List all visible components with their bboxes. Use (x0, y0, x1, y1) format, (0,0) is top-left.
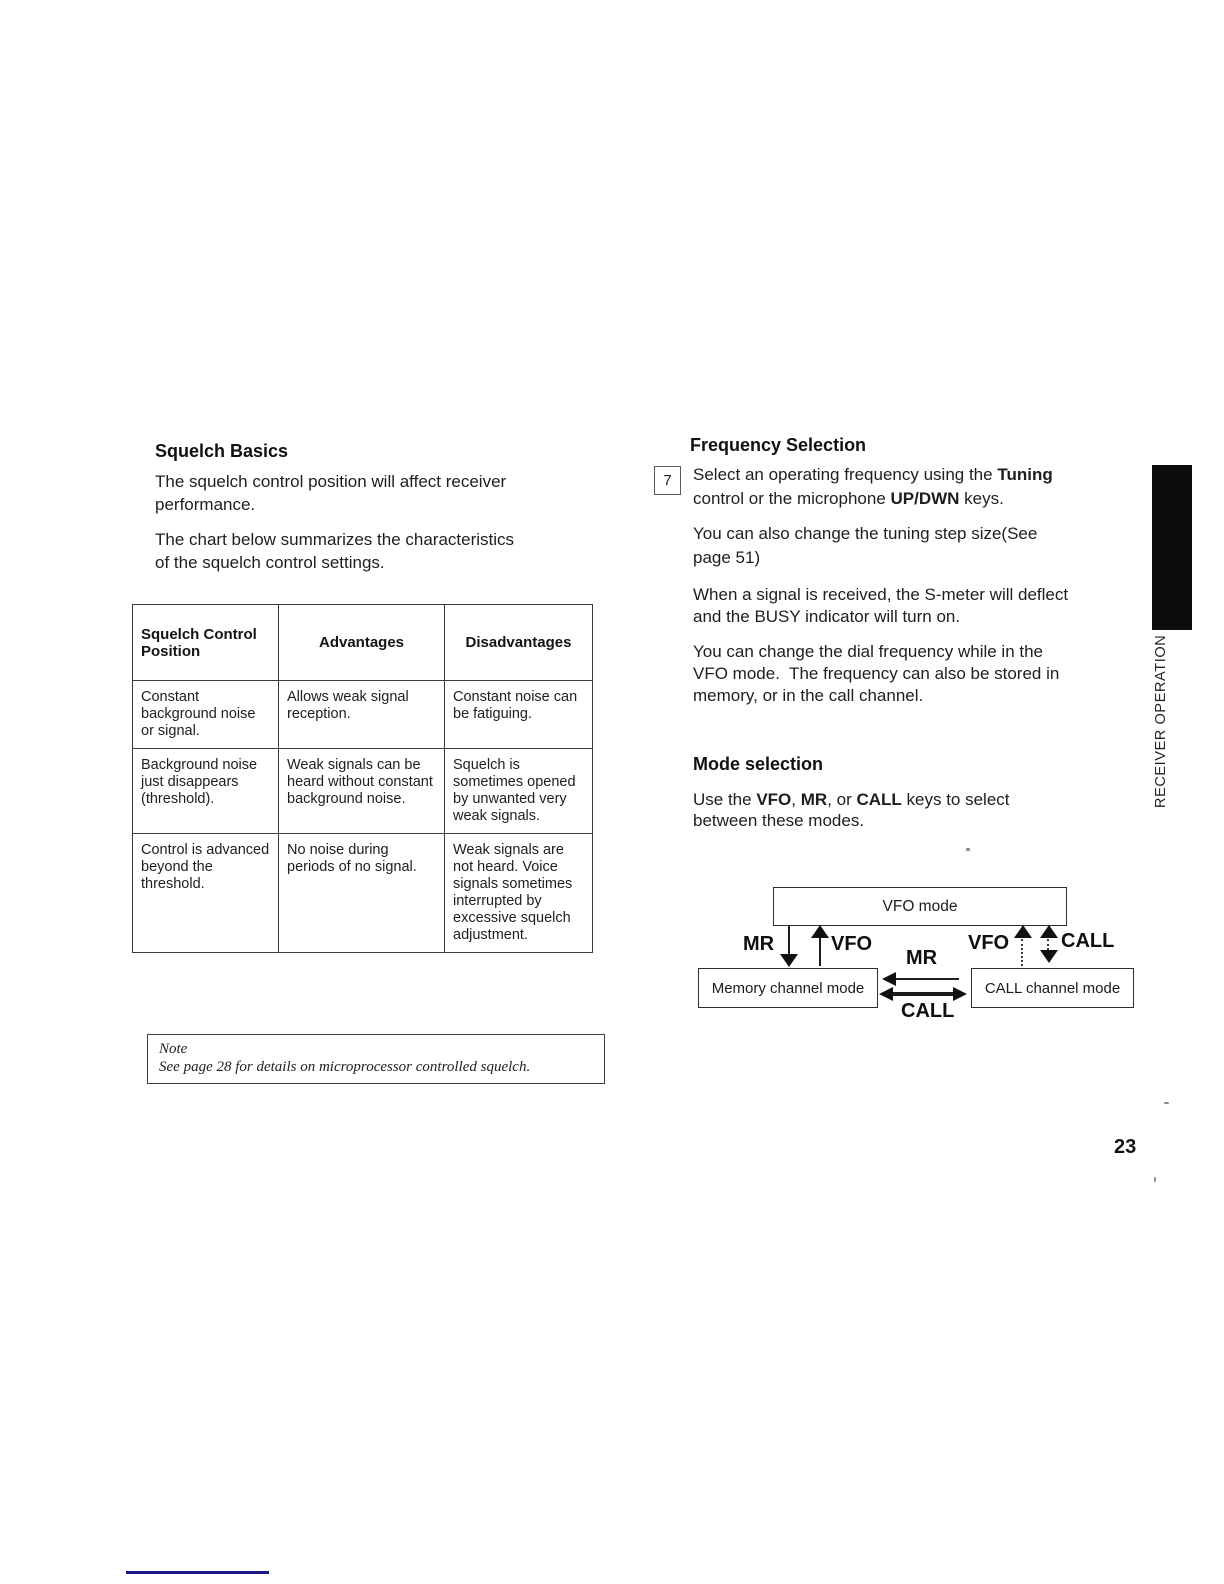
text-line: When a signal is received, the S-meter will deflect (693, 585, 1069, 604)
chapter-tab-black-bar (1152, 465, 1192, 630)
mr-down-arrow-line (788, 925, 790, 956)
mr-key-label: MR (906, 947, 938, 969)
text-run: , or (827, 790, 857, 809)
table-header-advantages: Advantages (279, 605, 445, 681)
text-run: control or the microphone (693, 489, 891, 508)
text-line (693, 487, 1053, 511)
call-channel-mode-box: CALL channel mode (971, 968, 1134, 1008)
text-line: memory, or in the call channel. (693, 686, 924, 705)
text-run-bold: VFO (756, 790, 792, 809)
step-number: 7 (663, 472, 672, 489)
step-number-box (654, 466, 681, 495)
note-box (147, 1034, 605, 1084)
table-header-position: Squelch Control Position (133, 605, 279, 681)
vfo-mode-box: VFO mode (773, 887, 1067, 926)
table-cell: Constant background noise or signal. (133, 681, 279, 749)
call-key-label: CALL (1061, 930, 1115, 952)
table-cell: Background noise just disappears (threshold). (133, 749, 279, 834)
signal-received-paragraph (693, 584, 1068, 628)
text-run: Use the (693, 790, 757, 809)
text-line (693, 463, 1053, 487)
text-line: The chart below summarizes the characteristics (155, 530, 515, 549)
text-line: and the BUSY indicator will turn on. (693, 607, 961, 626)
vfo-up-arrow-line (819, 937, 821, 966)
table-row (133, 681, 593, 749)
mr-key-label: MR (743, 933, 775, 955)
note-text: See page 28 for details on microprocessor controlled squelch. (159, 1059, 531, 1075)
text-run: keys. (959, 489, 1004, 508)
table-row (133, 749, 593, 834)
call-up-arrow-head (1040, 925, 1058, 938)
mode-selection-heading: Mode selection (693, 754, 824, 774)
text-line: between these modes. (693, 811, 865, 830)
table-cell: Control is advanced beyond the threshold. (133, 834, 279, 953)
note-label: Note (159, 1041, 188, 1057)
text-line: You can also change the tuning step size(See (693, 524, 1038, 543)
text-line: performance. (155, 495, 256, 514)
table-cell: Constant noise can be fatiguing. (445, 681, 593, 749)
chapter-tab-label: RECEIVER OPERATION (1153, 634, 1169, 808)
call-left-arrow-head (879, 987, 893, 1001)
page-number: 23 (1114, 1136, 1137, 1158)
call-arrow-dotted-line (1047, 939, 1049, 950)
memory-channel-mode-box: Memory channel mode (698, 968, 878, 1008)
mr-left-arrow-head (882, 972, 896, 986)
mr-left-arrow-line (896, 978, 959, 980)
mr-down-arrow-head (780, 954, 798, 967)
text-line: The squelch control position will affect receiver (155, 472, 507, 491)
scan-artifact (1154, 1177, 1156, 1182)
table-cell: Squelch is sometimes opened by unwanted very weak signals. (445, 749, 593, 834)
squelch-intro-paragraph (155, 470, 506, 516)
mode-diagram (690, 880, 1140, 1030)
call-right-arrow-head (953, 987, 967, 1001)
scan-artifact (966, 848, 970, 851)
squelch-chart-paragraph (155, 528, 514, 574)
text-run-bold: Tuning (997, 465, 1053, 484)
table-cell: Weak signals can be heard without constant background noise. (279, 749, 445, 834)
text-line: You can change the dial frequency while in the (693, 642, 1044, 661)
text-line: page 51) (693, 548, 761, 567)
vfo-up-arrow-dotted-line (1021, 939, 1023, 966)
mode-selection-paragraph (693, 789, 1010, 831)
text-run: keys to select (901, 790, 1010, 809)
scan-artifact (1164, 1102, 1169, 1104)
text-line: of the squelch control settings. (155, 553, 385, 572)
text-line: VFO mode. The frequency can also be stored in (693, 664, 1060, 683)
vfo-key-label: VFO (831, 933, 873, 955)
vfo-key-label: VFO (968, 932, 1010, 954)
call-key-label: CALL (901, 1000, 955, 1022)
vfo-up-arrow-head (1014, 925, 1032, 938)
call-double-arrow-line (893, 992, 954, 996)
table-cell: Allows weak signal reception. (279, 681, 445, 749)
tuning-step-paragraph (693, 522, 1037, 570)
squelch-table (132, 604, 593, 953)
text-run-bold: CALL (856, 790, 902, 809)
frequency-selection-heading: Frequency Selection (690, 435, 867, 455)
table-cell: Weak signals are not heard. Voice signals sometimes interrupted by excessive squelch adjustment. (445, 834, 593, 953)
table-row (133, 834, 593, 953)
text-run-bold: UP/DWN (890, 489, 960, 508)
table-header-row (133, 605, 593, 681)
step7-paragraph (693, 463, 1053, 511)
dial-frequency-paragraph (693, 641, 1059, 707)
table-cell: No noise during periods of no signal. (279, 834, 445, 953)
text-run: Select an operating frequency using the (693, 465, 998, 484)
squelch-basics-heading: Squelch Basics (155, 441, 289, 461)
call-down-arrow-head (1040, 950, 1058, 963)
bottom-blue-line (126, 1571, 269, 1574)
text-line (693, 789, 1010, 810)
text-run-bold: MR (800, 790, 828, 809)
text-run: , (791, 790, 801, 809)
table-header-disadvantages: Disadvantages (445, 605, 593, 681)
